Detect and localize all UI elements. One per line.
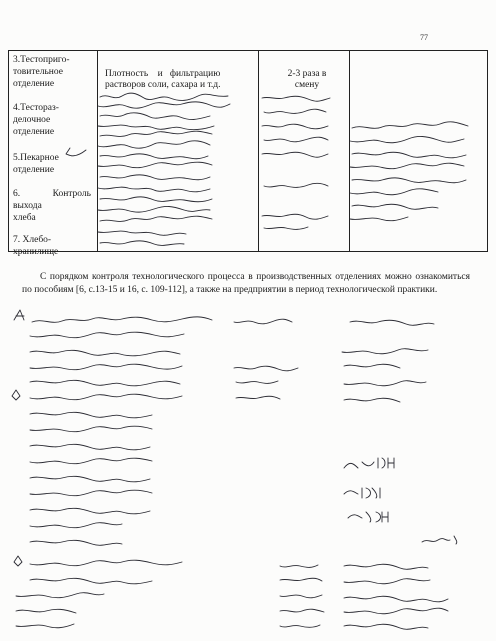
department-label: товительное [13,67,63,77]
handwriting-stroke [30,364,182,370]
handwriting-stroke [30,350,180,356]
handwriting-stroke [344,398,400,402]
handwriting-stroke [234,366,298,371]
handwriting-stroke [344,488,380,498]
table-column-divider [97,51,98,251]
table-column-divider [349,51,350,251]
department-label: 3.Тестоприго- [13,55,70,65]
handwriting-stroke [236,381,278,383]
handwriting-stroke [280,578,322,581]
handwriting-stroke [344,564,428,569]
handwriting-stroke [16,593,104,598]
handwriting-stroke [422,536,457,544]
handwriting-stroke [16,609,76,613]
handwriting-stroke [14,310,24,320]
handwriting-stroke [344,596,448,602]
department-label: 7. Хлебо- [13,235,52,245]
handwriting-stroke [30,380,180,386]
handwriting-stroke [348,512,388,522]
control-table [8,50,488,257]
department-label: выхода [13,201,42,211]
table-column-divider [258,51,259,251]
frequency-text: 2-3 раза в [287,69,327,79]
department-label: делочное [13,115,51,125]
control-object-text: Плотность и фильтрацию [105,69,221,79]
handwriting-stroke [30,444,150,450]
handwriting-stroke [344,364,400,368]
department-number: 6. [13,189,21,199]
handwriting-stroke [30,332,184,338]
handwriting-stroke [30,523,122,528]
handwriting-stroke [30,426,152,432]
handwriting-stroke [30,540,122,545]
handwriting-stroke [16,624,74,628]
handwriting-stroke [344,579,430,584]
department-label: хлеба [13,213,36,223]
handwriting-stroke [12,390,20,400]
handwriting-stroke [14,556,22,566]
handwriting-stroke [30,560,182,566]
handwriting-stroke [30,394,182,400]
handwriting-stroke [30,476,150,482]
department-label: отделение [13,165,55,175]
handwriting-stroke [30,412,152,418]
handwriting-stroke [344,608,448,614]
handwriting-stroke [236,396,280,399]
handwriting-stroke [30,578,152,584]
handwriting-stroke [234,319,292,324]
handwriting-stroke [30,508,150,514]
handwriting-stroke [30,458,152,464]
department-label: Контроль [52,189,91,199]
handwriting-stroke [280,609,324,612]
control-object-text: растворов соли, сахара и т.д. [105,80,221,90]
handwriting-stroke [280,565,318,567]
department-label: 5.Пекарное [13,153,59,163]
department-label: отделение [13,79,55,89]
department-label-row [13,189,91,200]
department-label: 4.Тестораз- [13,103,59,113]
body-paragraph: С порядком контроля технологического процесса в производственных отделениях можно ознакомиться по пособиям [6, с.13-15 и 16, с. 109-112], а также на предприятии в период технологической практики. [22,272,470,295]
handwriting-stroke [342,349,428,354]
handwriting-stroke [350,320,434,325]
handwriting-stroke [344,624,428,629]
frequency-text: смену [294,80,320,90]
handwriting-stroke [280,595,322,598]
handwriting-stroke [344,458,394,468]
page-number: 77 [420,33,428,42]
handwriting-stroke [344,381,426,386]
handwriting-stroke [280,625,320,627]
handwriting-stroke [32,317,212,322]
handwriting-stroke [30,490,152,496]
department-label: хранилище [13,247,59,257]
department-label: отделение [13,127,55,137]
